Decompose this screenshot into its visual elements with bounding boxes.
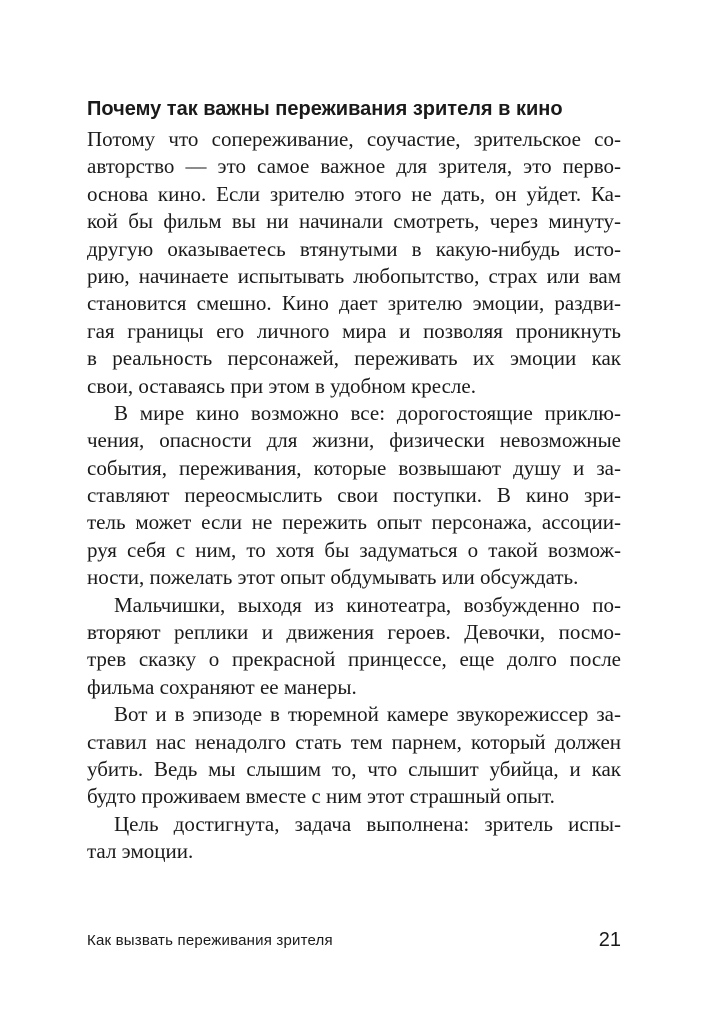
text-line: другую оказываетесь втянутыми в какую-нибудь исто- xyxy=(87,236,621,261)
text-line: В мире кино возможно все: дорогостоящие приклю- xyxy=(114,400,621,425)
text-line: руя себя с ним, то хотя бы задуматься о такой возмож- xyxy=(87,537,621,562)
page-number: 21 xyxy=(598,929,621,951)
text-line: Вот и в эпизоде в тюремной камере звукорежиссер за- xyxy=(114,702,621,727)
paragraph-5 xyxy=(87,811,621,866)
text-line: трев сказку о прекрасной принцессе, еще долго после xyxy=(87,647,621,672)
text-line: события, переживания, которые возвышают душу и за- xyxy=(87,455,621,480)
running-footer-title: Как вызвать переживания зрителя xyxy=(87,932,333,949)
text-line: фильма сохраняют ее манеры. xyxy=(87,674,357,699)
text-line: убить. Ведь мы слышим то, что слышит убийца, и как xyxy=(87,756,621,781)
text-line: кой бы фильм вы ни начинали смотреть, через минуту- xyxy=(87,209,621,234)
paragraph-4 xyxy=(87,701,621,811)
body-text xyxy=(87,126,621,866)
text-line: свои, оставаясь при этом в удобном кресле. xyxy=(87,373,476,398)
text-line: рию, начинаете испытывать любопытство, страх или вам xyxy=(87,263,621,288)
text-line: гая границы его личного мира и позволяя проникнуть xyxy=(87,318,621,343)
section-heading: Почему так важны переживания зрителя в кино xyxy=(87,98,563,120)
text-line: Цель достигнута, задача выполнена: зритель испы- xyxy=(114,811,621,836)
text-line: ставил нас ненадолго стать тем парнем, который должен xyxy=(87,729,621,754)
text-line: ности, пожелать этот опыт обдумывать или обсуждать. xyxy=(87,565,579,590)
text-line: становится смешно. Кино дает зрителю эмоции, раздви- xyxy=(87,291,621,316)
text-line: Потому что сопереживание, соучастие, зрительское со- xyxy=(87,127,621,151)
text-line: Мальчишки, выходя из кинотеатра, возбужденно по- xyxy=(114,592,621,617)
text-line: тель может если не пережить опыт персонажа, ассоции- xyxy=(87,510,621,535)
paragraph-2 xyxy=(87,400,621,592)
paragraph-3 xyxy=(87,592,621,702)
text-line: чения, опасности для жизни, физически невозможные xyxy=(87,428,621,453)
paragraph-1 xyxy=(87,126,621,400)
text-line: авторство — это самое важное для зрителя, это перво- xyxy=(87,154,621,179)
text-line: в реальность персонажей, переживать их эмоции как xyxy=(87,346,621,371)
text-line: будто проживаем вместе с ним этот страшный опыт. xyxy=(87,784,555,809)
text-line: ставляют переосмыслить свои поступки. В кино зри- xyxy=(87,483,621,508)
text-line: основа кино. Если зрителю этого не дать, он уйдет. Ка- xyxy=(87,181,621,206)
text-line: вторяют реплики и движения героев. Девочки, посмо- xyxy=(87,620,621,645)
text-line: тал эмоции. xyxy=(87,839,194,864)
